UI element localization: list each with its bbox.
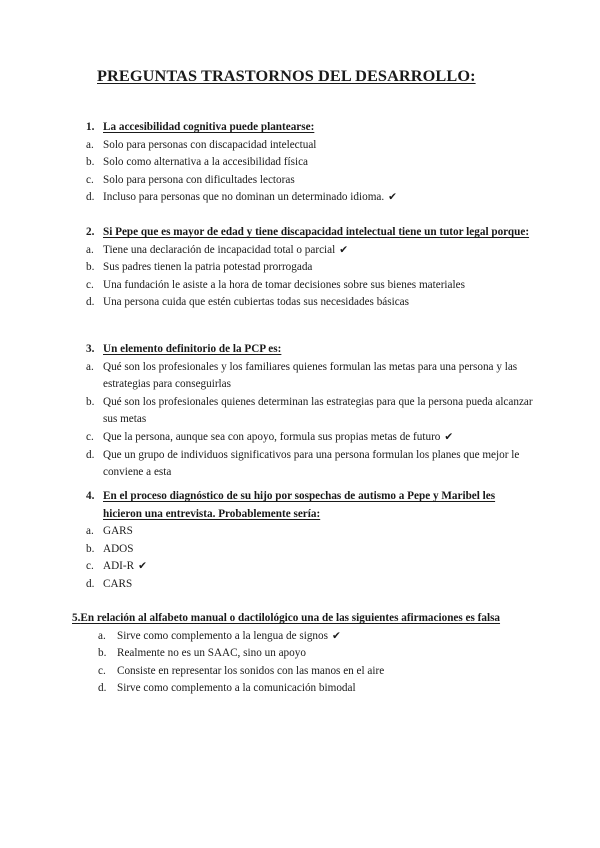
correct-answer-checkmark-icon: ✔	[339, 243, 349, 256]
option-letter: a.	[98, 629, 106, 642]
answer-option[interactable]	[86, 429, 535, 447]
option-text: Que un grupo de individuos significativos para una persona formulan los planes que mejor le conviene a esta	[103, 448, 520, 479]
option-text: Tiene una declaración de incapacidad total o parcial	[103, 243, 336, 256]
question-heading	[86, 488, 533, 523]
answer-options	[0, 523, 600, 593]
option-letter: b.	[86, 395, 95, 408]
option-letter: a.	[86, 525, 94, 538]
answer-option[interactable]	[98, 663, 535, 681]
answer-option[interactable]	[98, 628, 535, 646]
question-block	[0, 610, 600, 698]
option-text: Sirve como complemento a la comunicación bimodal	[117, 682, 356, 695]
option-letter: b.	[86, 542, 95, 555]
option-letter: b.	[86, 156, 95, 169]
answer-option[interactable]	[86, 576, 535, 594]
question-text: Un elemento definitorio de la PCP es:	[103, 343, 282, 355]
option-letter: d.	[86, 448, 95, 461]
correct-answer-checkmark-icon: ✔	[444, 430, 454, 443]
answer-option[interactable]	[86, 137, 535, 155]
question-heading	[86, 119, 533, 137]
correct-answer-checkmark-icon: ✔	[331, 629, 341, 642]
answer-option[interactable]	[86, 394, 535, 429]
option-text: ADOS	[103, 542, 134, 555]
option-text: Solo como alternativa a la accesibilidad física	[103, 156, 309, 169]
option-text: Una fundación le asiste a la hora de tomar decisiones sobre sus bienes materiales	[103, 278, 465, 291]
answer-option[interactable]	[86, 558, 535, 576]
answer-option[interactable]	[98, 680, 535, 698]
option-letter: c.	[98, 664, 106, 677]
question-block	[0, 224, 600, 312]
answer-option[interactable]	[86, 259, 535, 277]
question-text: La accesibilidad cognitiva puede plantearse:	[103, 121, 315, 133]
option-text: Sirve como complemento a la lengua de signos	[117, 629, 328, 642]
answer-option[interactable]	[86, 447, 535, 482]
answer-options	[0, 242, 600, 312]
option-letter: c.	[86, 278, 94, 291]
answer-options	[0, 359, 600, 482]
answer-option[interactable]	[98, 645, 535, 663]
option-text: ADI-R	[103, 560, 135, 573]
option-text: Solo para personas con discapacidad intelectual	[103, 138, 317, 151]
option-letter: d.	[86, 191, 95, 204]
option-text: Realmente no es un SAAC, sino un apoyo	[117, 647, 306, 660]
option-text: Consiste en representar los sonidos con las manos en el aire	[117, 664, 385, 677]
option-text: Una persona cuida que estén cubiertas todas sus necesidades básicas	[103, 296, 409, 309]
option-letter: d.	[98, 682, 107, 695]
answer-option[interactable]	[86, 189, 535, 207]
answer-option[interactable]	[86, 242, 535, 260]
question-number: 3.	[86, 343, 95, 355]
option-letter: a.	[86, 138, 94, 151]
answer-option[interactable]	[86, 277, 535, 295]
answer-options	[0, 137, 600, 207]
option-text: Que la persona, aunque sea con apoyo, formula sus propias metas de futuro	[103, 430, 441, 443]
correct-answer-checkmark-icon: ✔	[138, 560, 147, 573]
question-heading	[86, 224, 533, 242]
answer-options	[0, 628, 600, 698]
question-block	[0, 119, 600, 207]
option-text: Incluso para personas que no dominan un determinado idioma.	[103, 191, 385, 204]
option-letter: d.	[86, 577, 95, 590]
option-letter: c.	[86, 173, 94, 186]
option-letter: a.	[86, 360, 94, 373]
answer-option[interactable]	[86, 294, 535, 312]
option-text: Qué son los profesionales quienes determinan las estrategias para que la persona pueda alcanzar sus metas	[103, 395, 533, 426]
correct-answer-checkmark-icon: ✔	[388, 191, 397, 204]
answer-option[interactable]	[86, 523, 535, 541]
option-letter: c.	[86, 560, 94, 573]
option-letter: b.	[86, 261, 95, 274]
option-letter: b.	[98, 647, 107, 660]
question-text: Si Pepe que es mayor de edad y tiene discapacidad intelectual tiene un tutor legal porque:	[103, 226, 530, 238]
question-block	[0, 488, 600, 594]
answer-option[interactable]	[86, 541, 535, 559]
answer-option[interactable]	[86, 172, 535, 190]
option-text: Sus padres tienen la patria potestad prorrogada	[103, 261, 313, 274]
option-letter: a.	[86, 243, 94, 256]
question-text: En relación al alfabeto manual o dactilológico una de las siguientes afirmaciones es falsa	[80, 612, 501, 624]
option-text: Solo para persona con dificultades lectoras	[103, 173, 295, 186]
question-number: 2.	[86, 226, 95, 238]
option-text: CARS	[103, 577, 133, 590]
question-number: 5.	[72, 612, 81, 624]
answer-option[interactable]	[86, 359, 535, 394]
question-block	[0, 341, 600, 482]
option-letter: d.	[86, 296, 95, 309]
question-number: 4.	[86, 490, 95, 502]
answer-option[interactable]	[86, 154, 535, 172]
question-text: En el proceso diagnóstico de su hijo por sospechas de autismo a Pepe y Maribel les hicieron una entrevista. Probablemente sería:	[103, 490, 496, 520]
option-text: Qué son los profesionales y los familiares quienes formulan las metas para una persona y las estrategias para conseguirlas	[103, 360, 518, 391]
option-letter: c.	[86, 430, 94, 443]
option-text: GARS	[103, 525, 133, 538]
question-number: 1.	[86, 121, 95, 133]
question-heading	[86, 341, 533, 359]
question-heading	[72, 610, 534, 628]
page-title: PREGUNTAS TRASTORNOS DEL DESARROLLO:	[97, 66, 476, 85]
